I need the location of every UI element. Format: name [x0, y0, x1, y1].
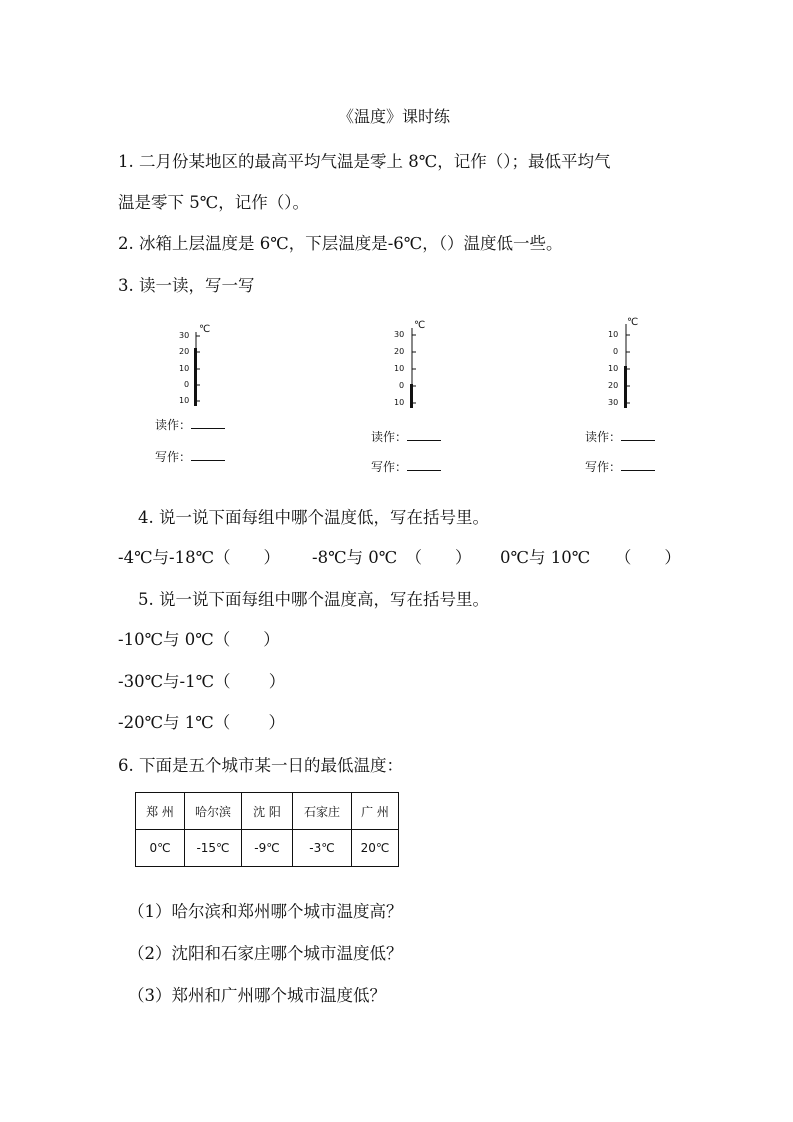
read-label: 读作：: [585, 430, 622, 444]
q4-pair-2: -8℃与 0℃ （ ）: [312, 548, 472, 567]
read-answer-blank[interactable]: [621, 428, 655, 441]
tick-label: 0: [184, 380, 190, 389]
table-cell: 20℃: [352, 830, 399, 867]
city-temperature-table: [135, 792, 399, 867]
table-header-cell: 广 州: [352, 793, 399, 830]
write-label: 写作：: [585, 460, 622, 474]
read-answer-blank[interactable]: [191, 416, 225, 429]
unit-label: ℃: [199, 324, 211, 335]
table-cell: 0℃: [136, 830, 185, 867]
thermometer-1-graphic: [172, 322, 212, 412]
tick-label: 30: [394, 330, 405, 339]
q6-sub-1: （1）哈尔滨和郑州哪个城市温度高？: [128, 902, 403, 921]
write-label: 写作：: [371, 460, 408, 474]
table-header-cell: 石家庄: [293, 793, 352, 830]
write-answer-blank[interactable]: [191, 448, 225, 461]
tick-label: 10: [608, 330, 619, 339]
table-header-cell: 郑 州: [136, 793, 185, 830]
question-6-heading: 6. 下面是五个城市某一日的最低温度：: [118, 756, 403, 775]
question-1-line-2: 温是零下 5℃，记作（）。: [118, 193, 309, 212]
unit-label: ℃: [627, 317, 639, 328]
read-answer-row: [371, 428, 441, 445]
question-4-heading: 4. 说一说下面每组中哪个温度低，写在括号里。: [138, 508, 489, 527]
tick-label: 20: [179, 347, 190, 356]
tick-label: 30: [608, 398, 619, 407]
write-answer-row: [371, 458, 441, 475]
write-answer-row: [155, 448, 225, 465]
tick-label: 10: [179, 396, 190, 405]
tick-label: 0: [399, 381, 405, 390]
tick-label: 10: [394, 364, 405, 373]
q5-pair-3: -20℃与 1℃（ ）: [118, 713, 285, 732]
question-2: 2. 冰箱上层温度是 6℃，下层温度是-6℃，（）温度低一些。: [118, 234, 563, 253]
unit-label: ℃: [414, 320, 426, 331]
q5-pair-2: -30℃与-1℃（ ）: [118, 672, 286, 691]
q6-sub-2: （2）沈阳和石家庄哪个城市温度低？: [128, 944, 403, 963]
question-3-heading: 3. 读一读，写一写: [118, 276, 255, 295]
page-title: 《温度》课时练: [338, 107, 451, 126]
tick-label: 10: [394, 398, 405, 407]
question-1-line-1: 1. 二月份某地区的最高平均气温是零上 8℃，记作（）；最低平均气: [118, 152, 611, 171]
write-answer-blank[interactable]: [407, 458, 441, 471]
read-label: 读作：: [371, 430, 408, 444]
table-row: [136, 793, 399, 830]
tick-label: 10: [179, 364, 190, 373]
q4-pair-1: -4℃与-18℃（ ）: [118, 548, 281, 567]
table-header-cell: 沈 阳: [242, 793, 293, 830]
q4-pair-3: 0℃与 10℃ （ ）: [500, 548, 681, 567]
tick-label: 20: [394, 347, 405, 356]
tick-label: 30: [179, 331, 190, 340]
tick-label: 10: [608, 364, 619, 373]
table-cell: -15℃: [185, 830, 242, 867]
tick-label: 20: [608, 381, 619, 390]
read-answer-blank[interactable]: [407, 428, 441, 441]
write-label: 写作：: [155, 450, 192, 464]
read-answer-row: [155, 416, 225, 433]
table-row: [136, 830, 399, 867]
read-label: 读作：: [155, 418, 192, 432]
write-answer-blank[interactable]: [621, 458, 655, 471]
table-cell: -9℃: [242, 830, 293, 867]
read-answer-row: [585, 428, 655, 445]
q5-pair-1: -10℃与 0℃（ ）: [118, 630, 280, 649]
table-cell: -3℃: [293, 830, 352, 867]
table-header-cell: 哈尔滨: [185, 793, 242, 830]
q6-sub-3: （3）郑州和广州哪个城市温度低？: [128, 986, 386, 1005]
tick-label: 0: [613, 347, 619, 356]
question-5-heading: 5. 说一说下面每组中哪个温度高，写在括号里。: [138, 590, 489, 609]
write-answer-row: [585, 458, 655, 475]
